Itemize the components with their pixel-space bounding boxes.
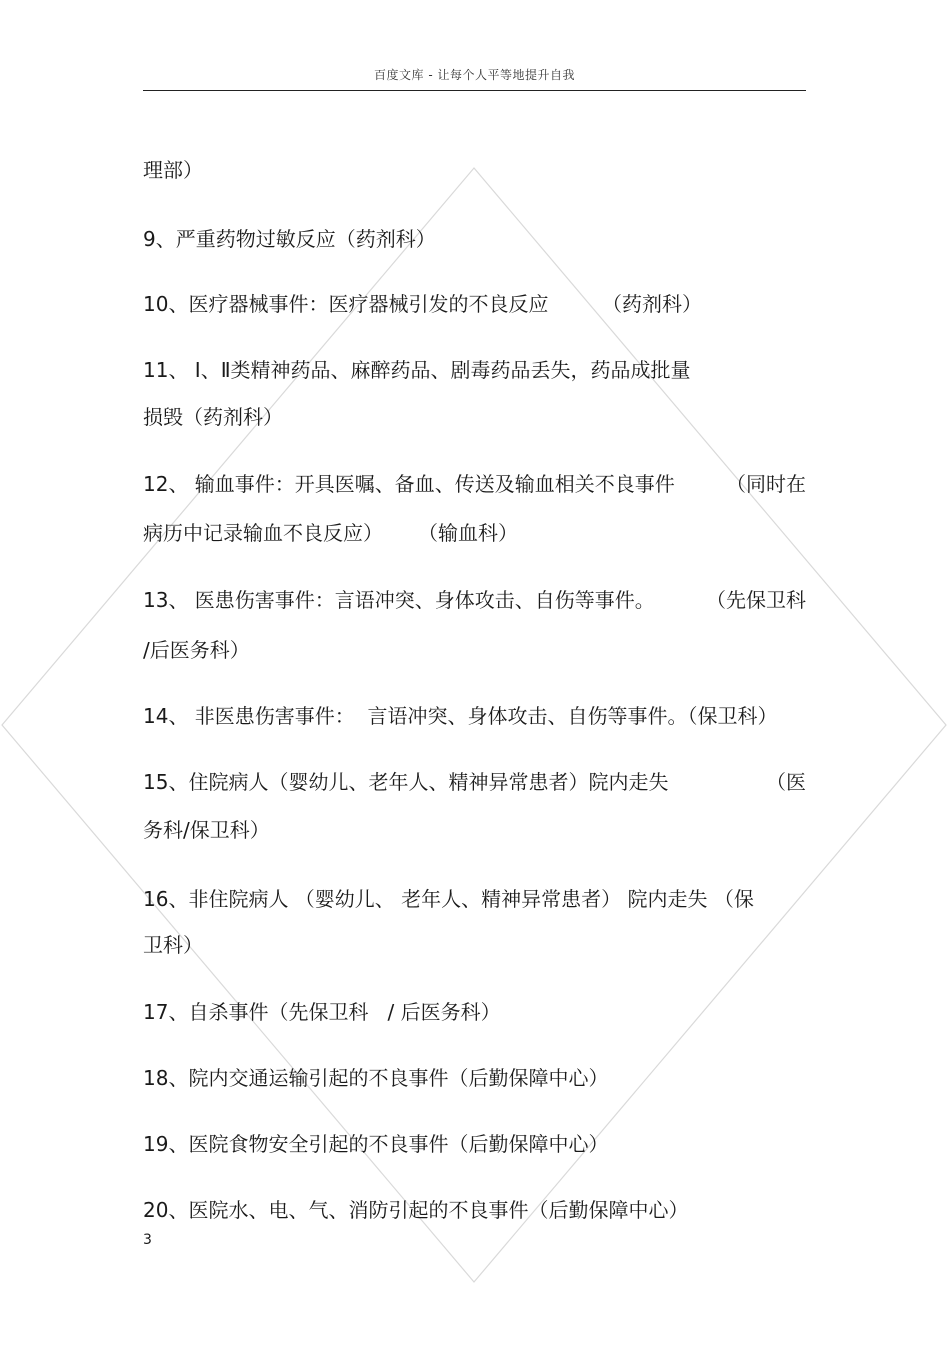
list-item-9: 9、严重药物过敏反应（药剂科） (143, 227, 436, 251)
list-item-20: 20、医院水、电、气、消防引起的不良事件（后勤保障中心） (143, 1198, 689, 1222)
list-item-19: 19、医院食物安全引起的不良事件（后勤保障中心） (143, 1132, 609, 1156)
list-item-18: 18、院内交通运输引起的不良事件（后勤保障中心） (143, 1066, 609, 1090)
list-item-13: 13、 医患伤害事件：言语冲突、身体攻击、自伤等事件。 (143, 588, 655, 612)
list-item-12-department: （输血科） (418, 521, 518, 545)
list-item-13-cont: /后医务科） (143, 638, 250, 662)
list-item-15-cont: 务科/保卫科） (143, 818, 270, 842)
list-item-16: 16、非住院病人 （婴幼儿、 老年人、精神异常患者） 院内走失 （保 (143, 887, 754, 911)
list-item-10: 10、医疗器械事件：医疗器械引发的不良反应 (143, 292, 549, 316)
list-item-17: 17、自杀事件（先保卫科 / 后医务科） (143, 1000, 501, 1024)
list-item-12-cont: 病历中记录输血不良反应） (143, 521, 383, 545)
list-item-15-tail: （医 (766, 770, 806, 794)
list-item-13-tail: （先保卫科 (706, 588, 806, 612)
list-item-12-tail: （同时在 (726, 472, 806, 496)
list-item-12: 12、 输血事件：开具医嘱、备血、传送及输血相关不良事件 (143, 472, 675, 496)
page-number: 3 (143, 1232, 152, 1248)
list-item-16-cont: 卫科） (143, 933, 203, 957)
header-divider (143, 90, 806, 91)
list-item-14: 14、 非医患伤害事件： 言语冲突、身体攻击、自伤等事件。（保卫科） (143, 704, 778, 728)
list-item-15: 15、住院病人（婴幼儿、老年人、精神异常患者）院内走失 (143, 770, 669, 794)
list-item-10-department: （药剂科） (602, 292, 702, 316)
list-item-11-cont: 损毁（药剂科） (143, 405, 283, 429)
list-item-11: 11、 Ⅰ、Ⅱ类精神药品、麻醉药品、剧毒药品丢失，药品成批量 (143, 358, 691, 382)
list-item-continuation: 理部） (143, 158, 203, 182)
page-header: 百度文库 - 让每个人平等地提升自我 (374, 68, 575, 82)
